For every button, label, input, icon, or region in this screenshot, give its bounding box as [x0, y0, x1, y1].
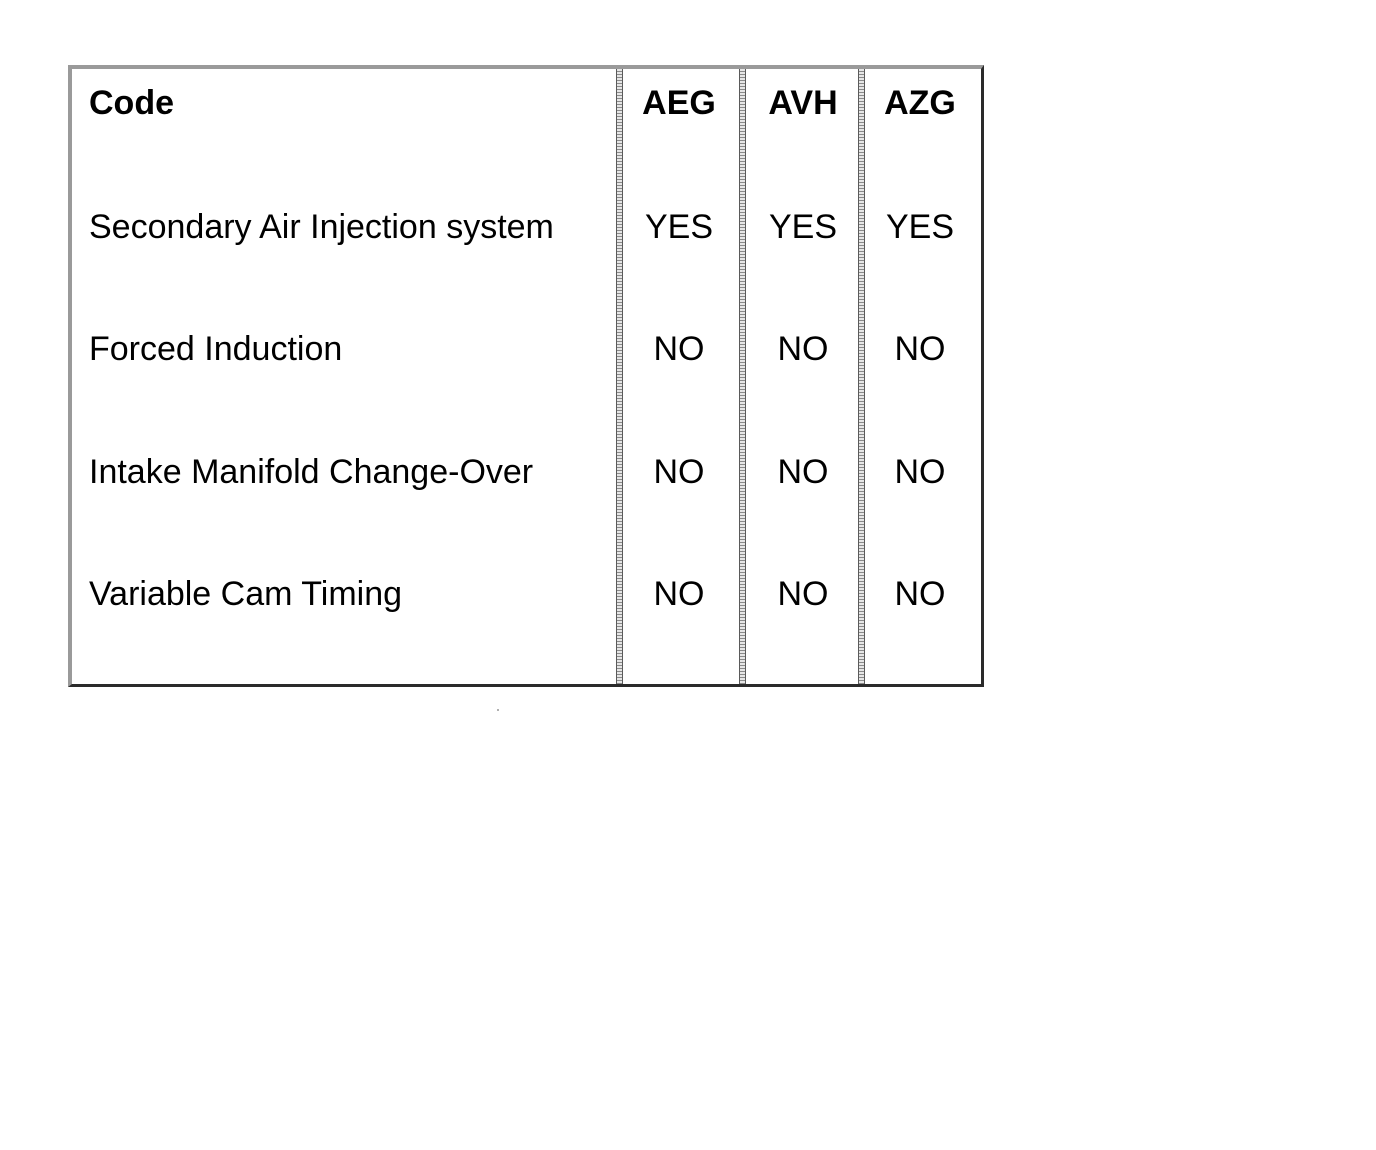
table-cell: NO — [777, 330, 829, 368]
table-cell: NO — [653, 453, 705, 491]
engine-code-table — [68, 65, 984, 687]
row-label-forced-induction: Forced Induction — [89, 330, 343, 368]
table-cell: YES — [885, 208, 955, 246]
table-cell: YES — [644, 208, 714, 246]
table-cell: YES — [768, 208, 838, 246]
row-label-variable-cam-timing: Variable Cam Timing — [89, 575, 403, 613]
header-column-aeg: AEG — [642, 84, 716, 122]
header-column-avh: AVH — [768, 84, 838, 122]
column-divider — [616, 69, 623, 684]
table-cell: NO — [653, 330, 705, 368]
scan-speck — [497, 709, 499, 711]
table-cell: NO — [894, 575, 946, 613]
row-label-secondary-air-injection: Secondary Air Injection system — [89, 208, 554, 246]
table-cell: NO — [777, 575, 829, 613]
table-cell: NO — [653, 575, 705, 613]
row-label-intake-manifold-change-over: Intake Manifold Change-Over — [89, 453, 534, 491]
table-cell: NO — [894, 453, 946, 491]
table-cell: NO — [894, 330, 946, 368]
table-cell: NO — [777, 453, 829, 491]
column-divider — [739, 69, 746, 684]
header-column-azg: AZG — [884, 84, 956, 122]
header-code-label: Code — [89, 84, 174, 122]
